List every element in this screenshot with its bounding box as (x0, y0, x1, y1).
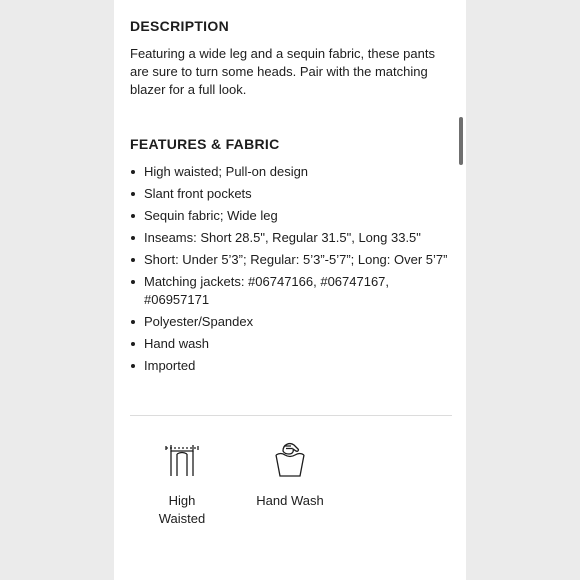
feature-item: Polyester/Spandex (130, 313, 450, 331)
high-waisted-pants-icon (165, 440, 199, 480)
features-heading: FEATURES & FABRIC (130, 136, 280, 152)
scrollbar-thumb[interactable] (459, 117, 463, 165)
care-high-waisted (152, 440, 212, 528)
section-divider (130, 415, 452, 416)
description-text: Featuring a wide leg and a sequin fabric, these pants are sure to turn some heads. Pair with the matching blazer for a full look. (130, 46, 435, 97)
features-list (130, 163, 450, 379)
care-label-hand-wash: Hand Wash (256, 493, 324, 508)
care-label-high-waisted: High Waisted (158, 493, 206, 526)
feature-item: Slant front pockets (130, 185, 450, 203)
care-hand-wash (253, 440, 327, 510)
feature-item: Sequin fabric; Wide leg (130, 207, 450, 225)
hand-wash-icon (273, 440, 307, 480)
description-heading: DESCRIPTION (130, 18, 229, 34)
feature-item: Hand wash (130, 335, 450, 353)
feature-item: Short: Under 5’3”; Regular: 5’3”-5’7”; Long: Over 5’7” (130, 251, 450, 269)
feature-item: High waisted; Pull-on design (130, 163, 450, 181)
feature-item: Imported (130, 357, 450, 375)
feature-item: Matching jackets: #06747166, #06747167, #06957171 (130, 273, 450, 309)
feature-item: Inseams: Short 28.5", Regular 31.5", Long 33.5" (130, 229, 450, 247)
